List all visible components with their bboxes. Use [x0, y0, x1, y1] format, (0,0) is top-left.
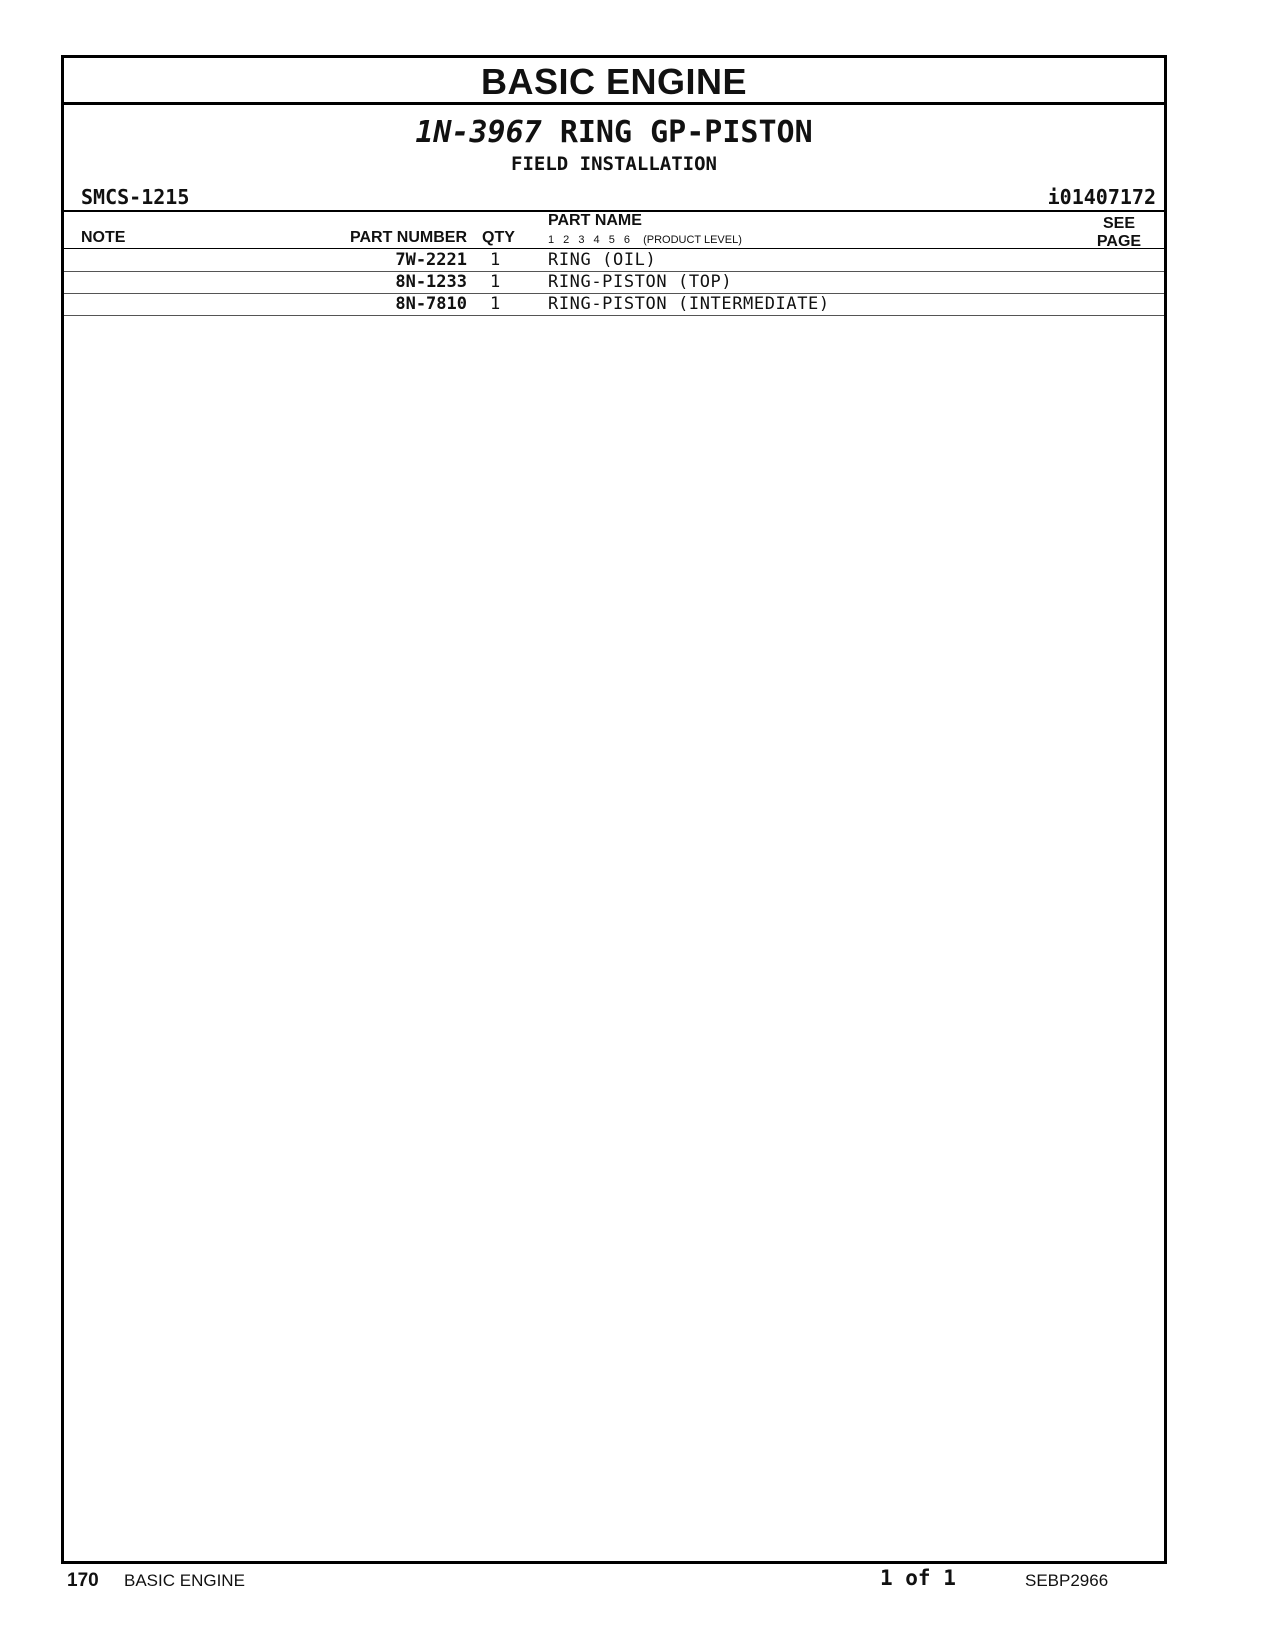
- table-row: [64, 271, 1164, 294]
- row-part-number: 7W-2221: [395, 250, 467, 270]
- header-level-numbers: 1 2 3 4 5 6: [548, 234, 630, 246]
- header-page: PAGE: [1096, 233, 1142, 250]
- header-note: NOTE: [81, 229, 126, 246]
- row-part-name: RING-PISTON (INTERMEDIATE): [548, 294, 830, 314]
- parts-page-frame: [61, 55, 1167, 1564]
- header-part-number: PART NUMBER: [349, 229, 467, 246]
- row-part-name: RING (OIL): [548, 250, 657, 270]
- header-part-name: PART NAME: [548, 212, 642, 229]
- row-part-number: 8N-7810: [395, 294, 467, 314]
- header-product-level-label: (PRODUCT LEVEL): [643, 234, 742, 246]
- header-see: SEE: [1102, 215, 1135, 232]
- row-qty: 1: [490, 294, 501, 314]
- group-name: RING GP-PISTON: [559, 115, 813, 150]
- header-product-levels: [548, 234, 742, 247]
- row-part-name: RING-PISTON (TOP): [548, 272, 733, 292]
- group-title: [64, 115, 1164, 151]
- footer-document: SEBP2966: [1025, 1571, 1109, 1590]
- row-qty: 1: [490, 272, 501, 292]
- document-id: i01407172: [1047, 185, 1156, 209]
- smcs-code: SMCS-1215: [81, 185, 190, 209]
- header-qty: QTY: [482, 229, 515, 246]
- group-part-number: 1N-3967: [415, 115, 542, 150]
- table-row: [64, 249, 1164, 272]
- header-see-page: [1094, 215, 1144, 251]
- group-subtitle: FIELD INSTALLATION: [511, 153, 717, 175]
- table-row: [64, 293, 1164, 316]
- footer-section: BASIC ENGINE: [124, 1571, 245, 1590]
- footer-page-number: 170: [67, 1570, 99, 1591]
- row-qty: 1: [490, 250, 501, 270]
- footer-page-of: 1 of 1: [880, 1566, 956, 1590]
- section-title: BASIC ENGINE: [64, 58, 1164, 105]
- row-part-number: 8N-1233: [395, 272, 467, 292]
